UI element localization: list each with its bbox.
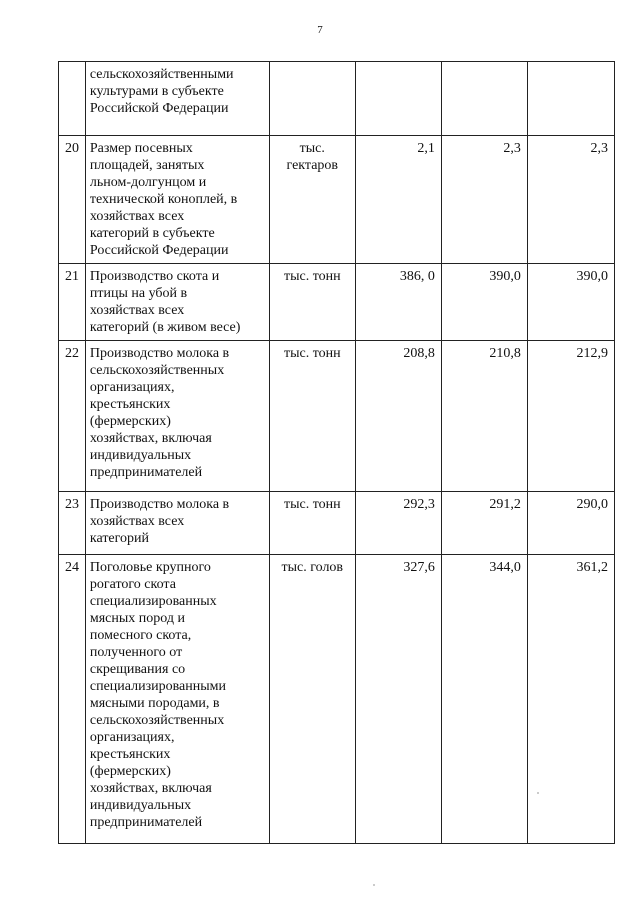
value-cell: 2,3 xyxy=(527,136,614,264)
value-cell: 386, 0 xyxy=(355,264,441,341)
unit-cell: тыс. тонн xyxy=(269,341,355,492)
indicators-table xyxy=(58,61,615,844)
indicator-name: Производство скота и птицы на убой в хозяйствах всех категорий (в живом весе) xyxy=(85,264,269,341)
value-cell xyxy=(441,62,527,136)
value-cell: 212,9 xyxy=(527,341,614,492)
table-row xyxy=(59,492,615,555)
value-cell xyxy=(355,62,441,136)
unit-cell: тыс. тонн xyxy=(269,492,355,555)
indicator-name: сельскохозяйственными культурами в субъекте Российской Федерации xyxy=(85,62,269,136)
scan-speck xyxy=(373,884,375,886)
row-number: 22 xyxy=(59,341,86,492)
value-cell: 390,0 xyxy=(441,264,527,341)
page-number: 7 xyxy=(317,24,323,36)
scan-speck xyxy=(537,792,539,794)
value-cell: 208,8 xyxy=(355,341,441,492)
unit-cell: тыс. гектаров xyxy=(269,136,355,264)
value-cell: 292,3 xyxy=(355,492,441,555)
row-number: 23 xyxy=(59,492,86,555)
value-cell: 361,2 xyxy=(527,555,614,844)
value-cell: 327,6 xyxy=(355,555,441,844)
indicator-name: Поголовье крупного рогатого скота специализированных мясных пород и помесного скота, полученного от скрещивания со специализированными мясными породами, в сельскохозяйственных организациях, крестьянских (фермерских) хозяйствах, включая индивидуальных предпринимателей xyxy=(85,555,269,844)
row-number: 20 xyxy=(59,136,86,264)
value-cell: 290,0 xyxy=(527,492,614,555)
unit-cell xyxy=(269,62,355,136)
value-cell: 344,0 xyxy=(441,555,527,844)
table-row xyxy=(59,136,615,264)
indicator-name: Производство молока в сельскохозяйственных организациях, крестьянских (фермерских) хозяйствах, включая индивидуальных предпринимателей xyxy=(85,341,269,492)
row-number: 24 xyxy=(59,555,86,844)
table-row xyxy=(59,341,615,492)
table-row xyxy=(59,62,615,136)
value-cell: 2,3 xyxy=(441,136,527,264)
value-cell: 210,8 xyxy=(441,341,527,492)
unit-cell: тыс. тонн xyxy=(269,264,355,341)
table-row xyxy=(59,264,615,341)
value-cell: 2,1 xyxy=(355,136,441,264)
row-number xyxy=(59,62,86,136)
unit-cell: тыс. голов xyxy=(269,555,355,844)
value-cell: 390,0 xyxy=(527,264,614,341)
value-cell: 291,2 xyxy=(441,492,527,555)
row-number: 21 xyxy=(59,264,86,341)
table-row xyxy=(59,555,615,844)
indicator-name: Производство молока в хозяйствах всех категорий xyxy=(85,492,269,555)
value-cell xyxy=(527,62,614,136)
indicator-name: Размер посевных площадей, занятых льном-долгунцом и технической коноплей, в хозяйствах всех категорий в субъекте Российской Федерации xyxy=(85,136,269,264)
